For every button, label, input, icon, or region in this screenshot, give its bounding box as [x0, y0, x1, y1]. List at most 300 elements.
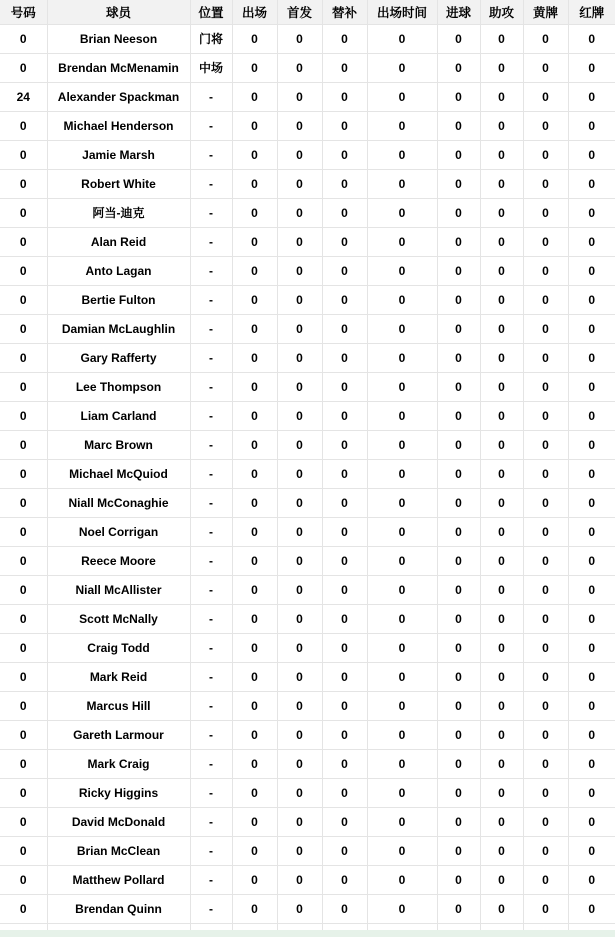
assists-cell: 0: [480, 430, 523, 459]
player-cell: Michael Henderson: [47, 111, 190, 140]
minutes-cell: 0: [367, 169, 437, 198]
empty-cell: [437, 923, 480, 930]
column-header-substitute: 替补: [322, 0, 367, 24]
player-cell: Marcus Hill: [47, 691, 190, 720]
position-cell: -: [190, 459, 232, 488]
minutes-cell: 0: [367, 604, 437, 633]
yellow-cell: 0: [523, 169, 568, 198]
number-cell: 0: [0, 53, 47, 82]
position-cell: -: [190, 401, 232, 430]
appearances-cell: 0: [232, 430, 277, 459]
position-cell: -: [190, 517, 232, 546]
yellow-cell: 0: [523, 720, 568, 749]
goals-cell: 0: [437, 169, 480, 198]
goals-cell: 0: [437, 575, 480, 604]
player-row: [0, 662, 615, 691]
player-cell: Brendan Quinn: [47, 894, 190, 923]
number-cell: 0: [0, 836, 47, 865]
position-cell: -: [190, 314, 232, 343]
table-body: [0, 24, 615, 930]
column-header-assists: 助攻: [480, 0, 523, 24]
position-cell: -: [190, 865, 232, 894]
position-cell: -: [190, 140, 232, 169]
player-row: [0, 517, 615, 546]
column-header-goals: 进球: [437, 0, 480, 24]
player-cell: Reece Moore: [47, 546, 190, 575]
yellow-cell: 0: [523, 604, 568, 633]
player-cell: Lee Thompson: [47, 372, 190, 401]
red-cell: 0: [568, 343, 615, 372]
goals-cell: 0: [437, 894, 480, 923]
yellow-cell: 0: [523, 459, 568, 488]
appearances-cell: 0: [232, 169, 277, 198]
player-cell: Alexander Spackman: [47, 82, 190, 111]
appearances-cell: 0: [232, 488, 277, 517]
substitute-cell: 0: [322, 285, 367, 314]
assists-cell: 0: [480, 604, 523, 633]
minutes-cell: 0: [367, 256, 437, 285]
position-cell: -: [190, 169, 232, 198]
number-cell: 0: [0, 24, 47, 53]
number-cell: 0: [0, 111, 47, 140]
appearances-cell: 0: [232, 894, 277, 923]
player-cell: Robert White: [47, 169, 190, 198]
empty-cell: [322, 923, 367, 930]
red-cell: 0: [568, 140, 615, 169]
number-cell: 0: [0, 198, 47, 227]
assists-cell: 0: [480, 314, 523, 343]
position-cell: -: [190, 111, 232, 140]
position-cell: -: [190, 894, 232, 923]
yellow-cell: 0: [523, 227, 568, 256]
partial-empty-row: [0, 923, 615, 930]
appearances-cell: 0: [232, 24, 277, 53]
substitute-cell: 0: [322, 169, 367, 198]
goals-cell: 0: [437, 807, 480, 836]
minutes-cell: 0: [367, 749, 437, 778]
yellow-cell: 0: [523, 256, 568, 285]
yellow-cell: 0: [523, 749, 568, 778]
goals-cell: 0: [437, 546, 480, 575]
starts-cell: 0: [277, 198, 322, 227]
goals-cell: 0: [437, 372, 480, 401]
substitute-cell: 0: [322, 604, 367, 633]
yellow-cell: 0: [523, 778, 568, 807]
player-cell: Mark Craig: [47, 749, 190, 778]
starts-cell: 0: [277, 720, 322, 749]
player-row: [0, 865, 615, 894]
assists-cell: 0: [480, 401, 523, 430]
assists-cell: 0: [480, 285, 523, 314]
goals-cell: 0: [437, 720, 480, 749]
assists-cell: 0: [480, 488, 523, 517]
appearances-cell: 0: [232, 285, 277, 314]
assists-cell: 0: [480, 575, 523, 604]
number-cell: 0: [0, 227, 47, 256]
position-cell: -: [190, 778, 232, 807]
position-cell: -: [190, 691, 232, 720]
substitute-cell: 0: [322, 517, 367, 546]
position-cell: -: [190, 430, 232, 459]
number-cell: 0: [0, 778, 47, 807]
player-row: [0, 111, 615, 140]
empty-cell: [232, 923, 277, 930]
assists-cell: 0: [480, 140, 523, 169]
player-row: [0, 807, 615, 836]
starts-cell: 0: [277, 749, 322, 778]
number-cell: 0: [0, 662, 47, 691]
starts-cell: 0: [277, 169, 322, 198]
appearances-cell: 0: [232, 53, 277, 82]
player-cell: Niall McConaghie: [47, 488, 190, 517]
player-cell: 阿当-迪克: [47, 198, 190, 227]
number-cell: 0: [0, 633, 47, 662]
red-cell: 0: [568, 227, 615, 256]
starts-cell: 0: [277, 82, 322, 111]
starts-cell: 0: [277, 24, 322, 53]
yellow-cell: 0: [523, 82, 568, 111]
starts-cell: 0: [277, 807, 322, 836]
red-cell: 0: [568, 691, 615, 720]
starts-cell: 0: [277, 372, 322, 401]
yellow-cell: 0: [523, 836, 568, 865]
minutes-cell: 0: [367, 343, 437, 372]
number-cell: 0: [0, 807, 47, 836]
player-cell: Noel Corrigan: [47, 517, 190, 546]
position-cell: -: [190, 807, 232, 836]
assists-cell: 0: [480, 633, 523, 662]
number-cell: 0: [0, 575, 47, 604]
number-cell: 0: [0, 372, 47, 401]
goals-cell: 0: [437, 227, 480, 256]
starts-cell: 0: [277, 111, 322, 140]
number-cell: 0: [0, 604, 47, 633]
goals-cell: 0: [437, 140, 480, 169]
position-cell: -: [190, 198, 232, 227]
substitute-cell: 0: [322, 198, 367, 227]
minutes-cell: 0: [367, 807, 437, 836]
player-cell: Gareth Larmour: [47, 720, 190, 749]
substitute-cell: 0: [322, 865, 367, 894]
position-cell: -: [190, 604, 232, 633]
player-cell: Craig Todd: [47, 633, 190, 662]
appearances-cell: 0: [232, 82, 277, 111]
minutes-cell: 0: [367, 633, 437, 662]
yellow-cell: 0: [523, 894, 568, 923]
position-cell: -: [190, 633, 232, 662]
goals-cell: 0: [437, 662, 480, 691]
red-cell: 0: [568, 720, 615, 749]
minutes-cell: 0: [367, 372, 437, 401]
goals-cell: 0: [437, 691, 480, 720]
minutes-cell: 0: [367, 662, 437, 691]
player-row: [0, 401, 615, 430]
goals-cell: 0: [437, 459, 480, 488]
player-cell: Brendan McMenamin: [47, 53, 190, 82]
red-cell: 0: [568, 314, 615, 343]
assists-cell: 0: [480, 807, 523, 836]
player-row: [0, 575, 615, 604]
starts-cell: 0: [277, 836, 322, 865]
assists-cell: 0: [480, 778, 523, 807]
column-header-red: 红牌: [568, 0, 615, 24]
starts-cell: 0: [277, 488, 322, 517]
player-cell: Bertie Fulton: [47, 285, 190, 314]
player-cell: Michael McQuiod: [47, 459, 190, 488]
position-cell: -: [190, 343, 232, 372]
starts-cell: 0: [277, 517, 322, 546]
empty-cell: [0, 923, 47, 930]
appearances-cell: 0: [232, 720, 277, 749]
appearances-cell: 0: [232, 778, 277, 807]
minutes-cell: 0: [367, 778, 437, 807]
substitute-cell: 0: [322, 111, 367, 140]
goals-cell: 0: [437, 517, 480, 546]
header-row: [0, 0, 615, 24]
assists-cell: 0: [480, 662, 523, 691]
number-cell: 0: [0, 894, 47, 923]
yellow-cell: 0: [523, 662, 568, 691]
column-header-number: 号码: [0, 0, 47, 24]
red-cell: 0: [568, 459, 615, 488]
starts-cell: 0: [277, 285, 322, 314]
appearances-cell: 0: [232, 575, 277, 604]
red-cell: 0: [568, 430, 615, 459]
minutes-cell: 0: [367, 459, 437, 488]
player-row: [0, 720, 615, 749]
table-head: [0, 0, 615, 24]
goals-cell: 0: [437, 111, 480, 140]
substitute-cell: 0: [322, 401, 367, 430]
column-header-yellow: 黄牌: [523, 0, 568, 24]
goals-cell: 0: [437, 749, 480, 778]
appearances-cell: 0: [232, 546, 277, 575]
appearances-cell: 0: [232, 111, 277, 140]
goals-cell: 0: [437, 256, 480, 285]
substitute-cell: 0: [322, 778, 367, 807]
substitute-cell: 0: [322, 546, 367, 575]
player-cell: Brian McClean: [47, 836, 190, 865]
assists-cell: 0: [480, 894, 523, 923]
assists-cell: 0: [480, 111, 523, 140]
red-cell: 0: [568, 662, 615, 691]
player-cell: Scott McNally: [47, 604, 190, 633]
red-cell: 0: [568, 401, 615, 430]
starts-cell: 0: [277, 633, 322, 662]
player-row: [0, 198, 615, 227]
assists-cell: 0: [480, 198, 523, 227]
assists-cell: 0: [480, 169, 523, 198]
minutes-cell: 0: [367, 575, 437, 604]
red-cell: 0: [568, 749, 615, 778]
yellow-cell: 0: [523, 372, 568, 401]
red-cell: 0: [568, 633, 615, 662]
assists-cell: 0: [480, 691, 523, 720]
appearances-cell: 0: [232, 140, 277, 169]
assists-cell: 0: [480, 517, 523, 546]
player-cell: Liam Carland: [47, 401, 190, 430]
yellow-cell: 0: [523, 807, 568, 836]
goals-cell: 0: [437, 430, 480, 459]
column-header-minutes: 出场时间: [367, 0, 437, 24]
player-row: [0, 459, 615, 488]
player-cell: Ricky Higgins: [47, 778, 190, 807]
minutes-cell: 0: [367, 865, 437, 894]
player-row: [0, 691, 615, 720]
empty-cell: [367, 923, 437, 930]
appearances-cell: 0: [232, 807, 277, 836]
player-cell: Brian Neeson: [47, 24, 190, 53]
number-cell: 0: [0, 488, 47, 517]
substitute-cell: 0: [322, 140, 367, 169]
substitute-cell: 0: [322, 24, 367, 53]
empty-cell: [568, 923, 615, 930]
yellow-cell: 0: [523, 111, 568, 140]
red-cell: 0: [568, 111, 615, 140]
player-row: [0, 140, 615, 169]
player-cell: Marc Brown: [47, 430, 190, 459]
position-cell: -: [190, 256, 232, 285]
appearances-cell: 0: [232, 691, 277, 720]
assists-cell: 0: [480, 865, 523, 894]
appearances-cell: 0: [232, 198, 277, 227]
starts-cell: 0: [277, 53, 322, 82]
appearances-cell: 0: [232, 256, 277, 285]
red-cell: 0: [568, 546, 615, 575]
position-cell: -: [190, 836, 232, 865]
minutes-cell: 0: [367, 314, 437, 343]
yellow-cell: 0: [523, 691, 568, 720]
substitute-cell: 0: [322, 256, 367, 285]
player-row: [0, 169, 615, 198]
starts-cell: 0: [277, 865, 322, 894]
goals-cell: 0: [437, 82, 480, 111]
yellow-cell: 0: [523, 314, 568, 343]
empty-cell: [190, 923, 232, 930]
player-cell: David McDonald: [47, 807, 190, 836]
goals-cell: 0: [437, 314, 480, 343]
yellow-cell: 0: [523, 285, 568, 314]
column-header-appearances: 出场: [232, 0, 277, 24]
starts-cell: 0: [277, 227, 322, 256]
minutes-cell: 0: [367, 111, 437, 140]
player-cell: Matthew Pollard: [47, 865, 190, 894]
minutes-cell: 0: [367, 227, 437, 256]
substitute-cell: 0: [322, 807, 367, 836]
assists-cell: 0: [480, 372, 523, 401]
position-cell: -: [190, 546, 232, 575]
goals-cell: 0: [437, 836, 480, 865]
assists-cell: 0: [480, 256, 523, 285]
assists-cell: 0: [480, 546, 523, 575]
appearances-cell: 0: [232, 749, 277, 778]
number-cell: 0: [0, 546, 47, 575]
empty-cell: [480, 923, 523, 930]
number-cell: 0: [0, 459, 47, 488]
starts-cell: 0: [277, 256, 322, 285]
position-cell: -: [190, 285, 232, 314]
starts-cell: 0: [277, 575, 322, 604]
player-cell: Niall McAllister: [47, 575, 190, 604]
goals-cell: 0: [437, 604, 480, 633]
player-row: [0, 53, 615, 82]
starts-cell: 0: [277, 314, 322, 343]
starts-cell: 0: [277, 604, 322, 633]
number-cell: 0: [0, 865, 47, 894]
red-cell: 0: [568, 82, 615, 111]
starts-cell: 0: [277, 140, 322, 169]
red-cell: 0: [568, 604, 615, 633]
substitute-cell: 0: [322, 720, 367, 749]
appearances-cell: 0: [232, 227, 277, 256]
substitute-cell: 0: [322, 459, 367, 488]
red-cell: 0: [568, 894, 615, 923]
appearances-cell: 0: [232, 865, 277, 894]
appearances-cell: 0: [232, 459, 277, 488]
minutes-cell: 0: [367, 198, 437, 227]
yellow-cell: 0: [523, 546, 568, 575]
player-row: [0, 343, 615, 372]
substitute-cell: 0: [322, 575, 367, 604]
red-cell: 0: [568, 198, 615, 227]
goals-cell: 0: [437, 633, 480, 662]
number-cell: 0: [0, 401, 47, 430]
player-row: [0, 256, 615, 285]
minutes-cell: 0: [367, 401, 437, 430]
appearances-cell: 0: [232, 401, 277, 430]
appearances-cell: 0: [232, 372, 277, 401]
position-cell: 中场: [190, 53, 232, 82]
empty-cell: [47, 923, 190, 930]
red-cell: 0: [568, 778, 615, 807]
assists-cell: 0: [480, 836, 523, 865]
number-cell: 0: [0, 430, 47, 459]
number-cell: 0: [0, 256, 47, 285]
yellow-cell: 0: [523, 488, 568, 517]
empty-cell: [277, 923, 322, 930]
appearances-cell: 0: [232, 314, 277, 343]
substitute-cell: 0: [322, 488, 367, 517]
minutes-cell: 0: [367, 691, 437, 720]
goals-cell: 0: [437, 401, 480, 430]
appearances-cell: 0: [232, 836, 277, 865]
number-cell: 24: [0, 82, 47, 111]
minutes-cell: 0: [367, 836, 437, 865]
player-row: [0, 82, 615, 111]
number-cell: 0: [0, 314, 47, 343]
empty-cell: [523, 923, 568, 930]
starts-cell: 0: [277, 778, 322, 807]
assists-cell: 0: [480, 53, 523, 82]
player-row: [0, 430, 615, 459]
number-cell: 0: [0, 691, 47, 720]
red-cell: 0: [568, 865, 615, 894]
assists-cell: 0: [480, 459, 523, 488]
minutes-cell: 0: [367, 82, 437, 111]
position-cell: -: [190, 82, 232, 111]
number-cell: 0: [0, 343, 47, 372]
goals-cell: 0: [437, 53, 480, 82]
goals-cell: 0: [437, 865, 480, 894]
minutes-cell: 0: [367, 488, 437, 517]
column-header-position: 位置: [190, 0, 232, 24]
substitute-cell: 0: [322, 343, 367, 372]
number-cell: 0: [0, 517, 47, 546]
yellow-cell: 0: [523, 24, 568, 53]
number-cell: 0: [0, 169, 47, 198]
red-cell: 0: [568, 53, 615, 82]
player-row: [0, 836, 615, 865]
